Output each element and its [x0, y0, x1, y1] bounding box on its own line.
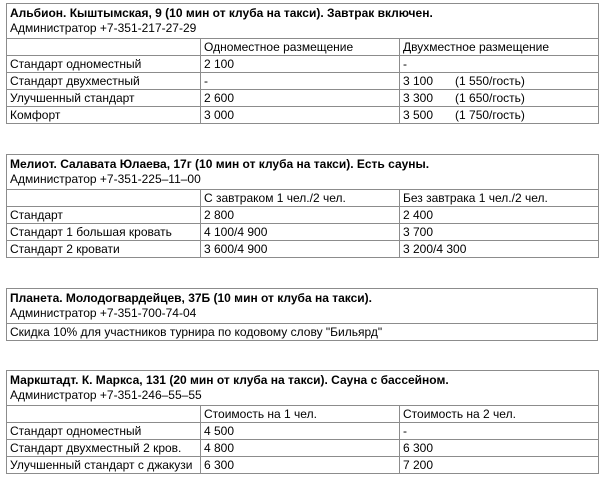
room-type: Комфорт [7, 107, 201, 124]
price-value: 3 300 [403, 91, 434, 105]
hotel-block-albion [6, 3, 598, 124]
room-type: Улучшенный стандарт с джакузи [7, 457, 201, 474]
price-value: 3 100 [403, 74, 434, 88]
room-type: Стандарт одноместный [7, 423, 201, 440]
column-header-row [7, 39, 599, 56]
hotel-header [7, 4, 599, 39]
hotel-block-planeta [6, 288, 598, 341]
price-cell: 2 400 [400, 207, 599, 224]
room-type: Стандарт двухместный 2 кров. [7, 440, 201, 457]
price-value: - [403, 57, 407, 71]
hotel-block-meliot [6, 154, 598, 258]
table-row [7, 224, 599, 241]
price-cell: 3 200/4 300 [400, 241, 599, 258]
table-row [7, 457, 599, 474]
hotel-block-markshtadt [6, 370, 598, 474]
hotel-title: Планета. Молодогвардейцев, 37Б (10 мин от клуба на такси). [10, 291, 373, 305]
per-guest-price: (1 650/гость) [455, 91, 525, 105]
hotel-header-row [7, 289, 598, 324]
hotel-title: Маркштадт. К. Маркса, 131 (20 мин от клуба на такси). Сауна с бассейном. [10, 373, 449, 387]
room-type: Стандарт двухместный [7, 73, 201, 90]
table-row [7, 56, 599, 73]
room-type: Стандарт 2 кровати [7, 241, 201, 258]
table-row [7, 324, 598, 341]
table-row [7, 73, 599, 90]
column-header [7, 406, 201, 423]
price-cell: 2 800 [201, 207, 400, 224]
hotel-header [7, 371, 599, 406]
price-cell [400, 73, 599, 90]
price-cell: 3 600/4 900 [201, 241, 400, 258]
table-row [7, 423, 599, 440]
room-type: Улучшенный стандарт [7, 90, 201, 107]
column-header [7, 190, 201, 207]
price-cell: 7 200 [400, 457, 599, 474]
hotel-header-row [7, 371, 599, 406]
price-cell: 2 100 [201, 56, 400, 73]
hotel-admin-phone: Администратор +7-351-246–55–55 [10, 388, 202, 402]
hotel-title: Альбион. Кыштымская, 9 (10 мин от клуба на такси). Завтрак включен. [10, 6, 433, 20]
table-row [7, 440, 599, 457]
price-value: 3 500 [403, 108, 434, 122]
column-header: Стоимость на 2 чел. [400, 406, 599, 423]
column-header-row [7, 190, 599, 207]
price-cell: - [400, 423, 599, 440]
room-type: Стандарт [7, 207, 201, 224]
discount-note: Скидка 10% для участников турнира по кодовому слову "Бильярд" [7, 324, 598, 341]
hotel-header [7, 155, 599, 190]
room-type: Стандарт 1 большая кровать [7, 224, 201, 241]
hotel-table-markshtadt [6, 370, 599, 474]
price-cell: 3 000 [201, 107, 400, 124]
price-cell: 6 300 [201, 457, 400, 474]
table-row [7, 107, 599, 124]
price-cell: 3 700 [400, 224, 599, 241]
table-row [7, 241, 599, 258]
per-guest-price: (1 550/гость) [455, 74, 525, 88]
price-cell [400, 107, 599, 124]
column-header: С завтраком 1 чел./2 чел. [201, 190, 400, 207]
hotel-table-planeta [6, 288, 598, 341]
hotel-admin-phone: Администратор +7-351-225–11–00 [10, 172, 201, 186]
column-header [7, 39, 201, 56]
room-type: Стандарт одноместный [7, 56, 201, 73]
price-cell: 6 300 [400, 440, 599, 457]
hotel-header [7, 289, 598, 324]
price-cell: - [201, 73, 400, 90]
hotel-header-row [7, 4, 599, 39]
hotel-admin-phone: Администратор +7-351-217-27-29 [10, 21, 197, 35]
hotel-header-row [7, 155, 599, 190]
price-cell [400, 56, 599, 73]
price-cell [400, 90, 599, 107]
hotel-title: Мелиот. Салавата Юлаева, 17г (10 мин от клуба на такси). Есть сауны. [10, 157, 430, 171]
price-cell: 4 800 [201, 440, 400, 457]
column-header: Без завтрака 1 чел./2 чел. [400, 190, 599, 207]
price-cell: 4 500 [201, 423, 400, 440]
hotel-admin-phone: Администратор +7-351-700-74-04 [10, 306, 197, 320]
table-row [7, 90, 599, 107]
per-guest-price: (1 750/гость) [455, 108, 525, 122]
hotel-table-meliot [6, 154, 599, 258]
hotel-table-albion [6, 3, 599, 124]
price-cell: 2 600 [201, 90, 400, 107]
table-row [7, 207, 599, 224]
column-header: Стоимость на 1 чел. [201, 406, 400, 423]
column-header-row [7, 406, 599, 423]
column-header: Одноместное размещение [201, 39, 400, 56]
column-header: Двухместное размещение [400, 39, 599, 56]
price-cell: 4 100/4 900 [201, 224, 400, 241]
